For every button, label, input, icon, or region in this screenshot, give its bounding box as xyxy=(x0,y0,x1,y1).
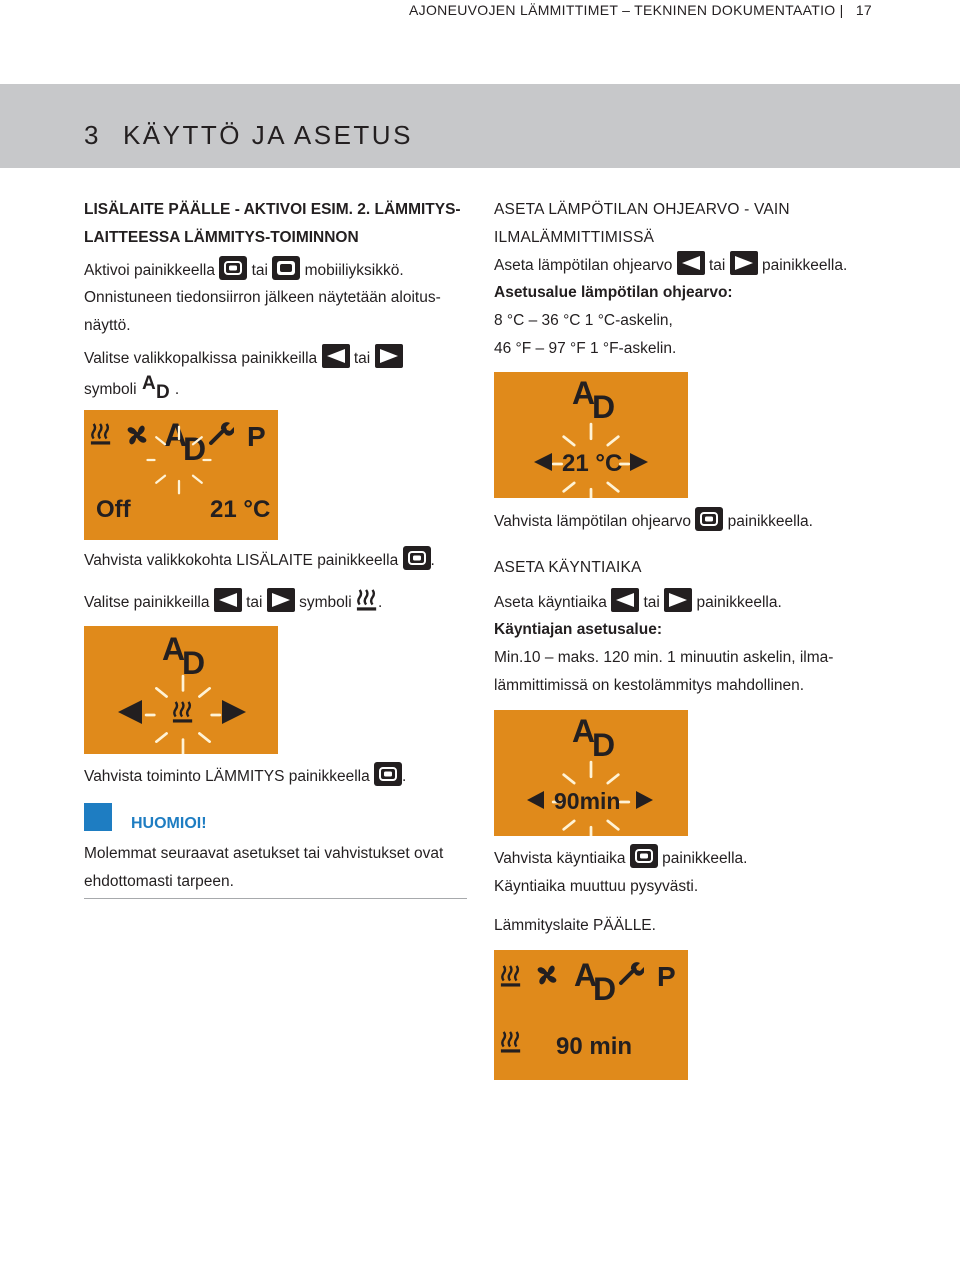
right-button-icon xyxy=(664,588,692,612)
display-ad-d: D xyxy=(593,971,617,1007)
chapter-title xyxy=(84,120,413,151)
right-arrow-icon xyxy=(222,700,246,724)
paragraph-confirm-runtime: Vahvista käyntiaika painikkeella. Käyntiaika muuttuu pysyvästi. xyxy=(494,844,747,901)
right-arrow-icon xyxy=(636,791,653,809)
chapter-number: 3 xyxy=(84,120,101,150)
display-p: P xyxy=(247,421,266,452)
svg-text:A: A xyxy=(141,373,156,394)
paragraph-confirm-heating: Vahvista toiminto LÄMMITYS painikkeella . xyxy=(84,762,406,791)
ok-button-icon xyxy=(403,546,431,570)
display-p: P xyxy=(657,961,676,992)
note-marker xyxy=(84,803,112,831)
runtime-range: Käyntiajan asetusalue: Min.10 – maks. 120 min. 1 minuutin askelin, ilma- lämmittimissä on kestolämmitys mahdollinen. xyxy=(494,621,834,694)
display-ad-d: D xyxy=(182,645,206,681)
display-runtime-value: 90 min xyxy=(556,1033,633,1060)
ok-button-icon xyxy=(630,844,658,868)
paragraph-select-symbol: symboli A D . xyxy=(84,373,179,404)
page-number: 17 xyxy=(855,2,872,18)
paragraph-activate: Aktivoi painikkeella tai mobiiliyksikkö. xyxy=(84,256,404,285)
paragraph-set-runtime: Aseta käyntiaika tai painikkeella. xyxy=(494,588,782,617)
paragraph-set-temperature: Aseta lämpötilan ohjearvo tai painikkeella. xyxy=(494,251,847,280)
left-arrow-icon xyxy=(118,700,142,724)
right-button-icon xyxy=(375,344,403,368)
paragraph-select-menu: Valitse valikkopalkissa painikkeilla tai xyxy=(84,344,403,373)
display-heater-on xyxy=(494,950,688,1080)
display-heating-select xyxy=(84,626,278,754)
heating-icon xyxy=(173,702,192,723)
note-text: Molemmat seuraavat asetukset tai vahvistukset ovat ehdottomasti tarpeen. xyxy=(84,845,444,890)
running-header: AJONEUVOJEN LÄMMITTIMET – TEKNINEN DOKUMENTAATIO | 17 xyxy=(409,2,872,18)
ok-button-icon xyxy=(219,256,247,280)
heating-icon xyxy=(501,966,520,987)
wrench-icon xyxy=(621,962,645,983)
display-ad-a: A xyxy=(574,957,598,993)
heating-icon xyxy=(91,424,110,445)
paragraph-success: Onnistuneen tiedonsiirron jälkeen näytetään aloitus- näyttö. xyxy=(84,289,441,334)
paragraph-confirm-temperature: Vahvista lämpötilan ohjearvo painikkeella. xyxy=(494,507,813,536)
left-button-icon xyxy=(611,588,639,612)
display-off: Off xyxy=(96,496,131,523)
heating-icon xyxy=(356,588,378,612)
note-divider xyxy=(84,898,467,899)
left-button-icon xyxy=(322,344,350,368)
display-ad-d: D xyxy=(592,727,616,763)
left-button-icon xyxy=(677,251,705,275)
display-ad-a: A xyxy=(162,631,186,667)
ok-button-icon xyxy=(374,762,402,786)
right-button-icon xyxy=(730,251,758,275)
display-ad-a: A xyxy=(164,417,188,453)
paragraph-heater-on: Lämmityslaite PÄÄLLE. xyxy=(494,917,656,934)
section-heading-accessory: LISÄLAITE PÄÄLLE - AKTIVOI ESIM. 2. LÄMMITYS- LAITTEESSA LÄMMITYS-TOIMINNON xyxy=(84,201,461,246)
display-ad-a: A xyxy=(572,713,596,749)
left-arrow-icon xyxy=(534,453,552,471)
ad-symbol-icon xyxy=(141,373,175,399)
display-ad-d: D xyxy=(183,431,207,467)
display-ad-a: A xyxy=(572,375,596,411)
display-temp-value: 21 °C xyxy=(562,450,623,477)
paragraph-select-heating: Valitse painikkeilla tai symboli . xyxy=(84,588,382,617)
section-heading-runtime: ASETA KÄYNTIAIKA xyxy=(494,559,642,576)
note-title: HUOMIOI! xyxy=(131,815,207,832)
display-temperature xyxy=(494,372,688,498)
wrench-icon xyxy=(211,422,235,443)
svg-text:D: D xyxy=(155,382,170,399)
display-ad-d: D xyxy=(592,389,616,425)
chapter-name: KÄYTTÖ JA ASETUS xyxy=(122,120,413,150)
fan-icon xyxy=(538,966,557,985)
right-arrow-icon xyxy=(630,453,648,471)
section-heading-temperature: ASETA LÄMPÖTILAN OHJEARVO - VAIN ILMALÄMMITTIMISSÄ xyxy=(494,201,790,246)
temperature-range: Asetusalue lämpötilan ohjearvo: 8 °C – 36 °C 1 °C-askelin, 46 °F – 97 °F 1 °F-askelin. xyxy=(494,284,733,357)
paragraph-confirm-accessory: Vahvista valikkokohta LISÄLAITE painikkeella . xyxy=(84,546,435,575)
phone-button-icon xyxy=(272,256,300,280)
fan-icon xyxy=(128,426,147,445)
display-start-screen xyxy=(84,410,278,540)
display-temp: 21 °C xyxy=(210,496,271,523)
left-button-icon xyxy=(214,588,242,612)
display-runtime xyxy=(494,710,688,836)
blink-rays-icon xyxy=(146,676,220,754)
heating-icon xyxy=(501,1032,520,1053)
running-title: AJONEUVOJEN LÄMMITTIMET – TEKNINEN DOKUMENTAATIO xyxy=(409,2,836,18)
ok-button-icon xyxy=(695,507,723,531)
right-button-icon xyxy=(267,588,295,612)
left-arrow-icon xyxy=(527,791,544,809)
display-runtime-value: 90min xyxy=(554,788,621,814)
